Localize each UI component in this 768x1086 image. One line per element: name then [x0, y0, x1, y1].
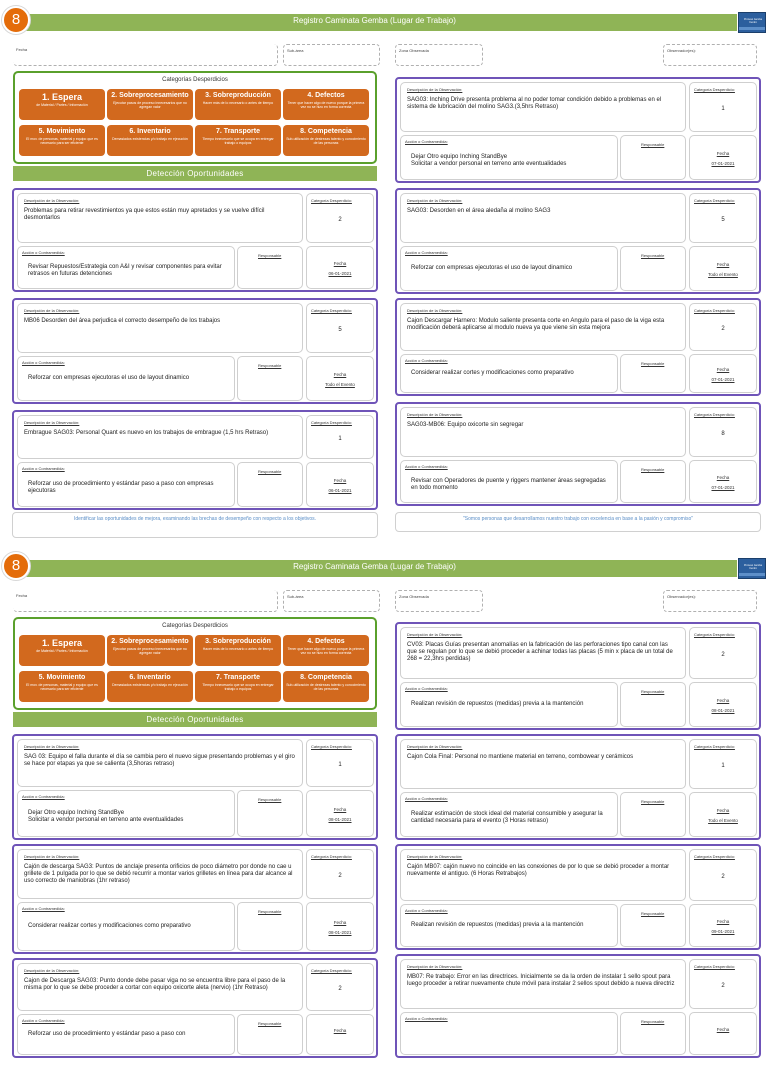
observation-text: MB07: Re trabajo: Error en las directrices. Inicialmente se da la orden de instalar 1 sello spout para luego proceder a retirar nuevamente chute móvil para instalar 2 sellos spout debido a nueva directriz — [407, 974, 675, 987]
observation-box — [400, 849, 686, 901]
gemba-sheet — [0, 0, 768, 540]
category-label: Categoría Desperdicio: — [694, 308, 735, 313]
observation-label: Descripción de la Observación: — [24, 744, 80, 749]
waste-category-box — [195, 635, 281, 666]
action-box — [17, 1014, 235, 1055]
category-box — [689, 193, 757, 243]
date-box — [689, 354, 757, 393]
action-box — [400, 354, 618, 393]
company-logo — [738, 558, 766, 579]
action-text: Reforzar con empresas ejecutoras el uso de layout dinamico — [411, 265, 573, 271]
observation-text: SAG 03: Equipo el falla durante el día se cambia pero el nuevo sigue presentando problemas y el giro se hace por etapas ya que se calienta (3,5horas retraso) — [24, 754, 295, 767]
header-bar — [12, 14, 737, 31]
category-name: 6. Inventario — [129, 674, 171, 681]
action-text: Realizan revisión de repuestos (medidas) previa a la mantención — [411, 701, 584, 707]
action-label: Acción o Contramedida: — [22, 466, 65, 471]
category-description: Ejecutar pasos de proceso innecesarios que no agregan valor — [113, 647, 187, 655]
action-label: Acción o Contramedida: — [22, 794, 65, 799]
waste-category-box — [19, 671, 105, 702]
category-value: 5 — [338, 327, 342, 333]
responsible-label: Responsable — [258, 797, 282, 802]
waste-categories-panel — [13, 71, 377, 164]
category-box — [306, 193, 374, 243]
observation-card — [395, 77, 761, 183]
action-text: Revisar con Operadores de puente y riggers mantener áreas segregadas en todo momento — [411, 478, 606, 491]
category-value: 2 — [721, 326, 725, 332]
observation-label: Descripción de la Observación: — [407, 632, 463, 637]
zone-field-label: Zona Observada — [399, 48, 429, 53]
waste-category-box — [195, 125, 281, 156]
category-description: Sub-utilización de destrezas talento y conocimiento de las personas — [286, 137, 366, 145]
action-label: Acción o Contramedida: — [22, 360, 65, 365]
subarea-field[interactable] — [283, 590, 380, 612]
category-description: El mov. de personas, material y equipo que es necesario para ser eficiente — [26, 137, 98, 145]
observation-text: Cajón de descarga SAG3: Puntos de anclaje presenta orificios de poco diámetro por donde no cae u grillete de 1 pulgada por lo que se debió recurrir a montar varios grilletes en línea para dar alcance al uso correcto de maniobras (1hr retraso) — [24, 864, 293, 884]
categories-title: Categorías Desperdicios — [162, 623, 228, 629]
category-description: Hacer más de lo necesario o antes de tiempo — [202, 647, 274, 651]
date-label: Fecha — [716, 919, 730, 924]
action-label: Acción o Contramedida: — [22, 906, 65, 911]
sheet-title: Registro Caminata Gemba (Lugar de Trabajo) — [293, 16, 456, 25]
action-text: Considerar realizar cortes y modificaciones como preparativo — [28, 923, 191, 929]
responsible-box — [620, 682, 686, 727]
observation-text: Cajon Cola Final: Personal no mantiene material en terreno, combowear y cerámicos — [407, 754, 634, 760]
observation-text: Cajón MB07: cajón nuevo no coincide en las conexiones de por lo que se debió proceder a montar nuevamente el antiguo. (6 Horas Retrabajos) — [407, 864, 670, 877]
subarea-field[interactable] — [283, 44, 380, 66]
observation-box — [400, 627, 686, 679]
date-label: Fecha — [716, 262, 730, 267]
action-text: Dejar Otro equipo Inching StandBye Solicitar a vendor personal en terreno ante eventualidades — [28, 810, 184, 823]
category-value: 1 — [338, 436, 342, 442]
responsible-box — [620, 135, 686, 180]
date-label: Fecha — [716, 698, 730, 703]
category-box — [306, 303, 374, 353]
category-box — [689, 82, 757, 132]
zone-field-label: Zona Observada — [399, 594, 429, 599]
category-label: Categoría Desperdicio: — [311, 744, 352, 749]
category-name: 2. Sobreprocesamiento — [111, 638, 189, 645]
responsible-box — [237, 246, 303, 289]
action-box — [400, 135, 618, 180]
date-box — [689, 460, 757, 503]
category-box — [306, 849, 374, 899]
category-name: 8. Competencia — [300, 674, 352, 681]
responsible-label: Responsable — [258, 469, 282, 474]
action-box — [17, 790, 235, 837]
date-box — [306, 902, 374, 951]
category-label: Categoría Desperdicio: — [694, 412, 735, 417]
responsible-label: Responsable — [258, 363, 282, 368]
date-label: Fecha — [333, 920, 347, 925]
observation-box — [17, 963, 303, 1011]
category-name: 1. Espera — [41, 92, 83, 102]
action-box — [400, 682, 618, 727]
date-field-label: Fecha — [16, 593, 28, 598]
observation-label: Descripción de la Observación: — [24, 198, 80, 203]
observation-card — [12, 188, 378, 292]
observation-card — [395, 622, 761, 730]
category-label: Categoría Desperdicio: — [694, 854, 735, 859]
observation-box — [17, 193, 303, 243]
category-description: de Material / Partes / Información — [36, 103, 88, 107]
action-text: Reforzar uso de procedimiento y estándar paso a paso con empresas ejecutoras — [28, 481, 214, 494]
category-name: 5. Movimiento — [38, 128, 86, 135]
date-label: Fecha — [333, 807, 347, 812]
date-value: 08-01-2021 — [711, 708, 735, 713]
date-value: Todo el Evento — [325, 382, 355, 387]
observation-card — [12, 958, 378, 1058]
observation-label: Descripción de la Observación: — [407, 412, 463, 417]
observation-label: Descripción de la Observación: — [407, 854, 463, 859]
step-badge: 8 — [2, 552, 30, 580]
responsible-box — [237, 356, 303, 401]
action-label: Acción o Contramedida: — [405, 250, 448, 255]
category-name: 3. Sobreproducción — [205, 638, 271, 645]
observation-box — [17, 849, 303, 899]
date-label: Fecha — [716, 475, 730, 480]
category-value: 1 — [721, 763, 725, 769]
waste-category-box — [283, 125, 369, 156]
action-label: Acción o Contramedida: — [405, 139, 448, 144]
observation-label: Descripción de la Observación: — [407, 964, 463, 969]
responsible-label: Responsable — [258, 253, 282, 258]
category-box — [689, 303, 757, 351]
detection-title-bar: Detección Oportunidades — [13, 166, 377, 181]
date-box — [306, 356, 374, 401]
responsible-box — [237, 1014, 303, 1055]
observation-box — [17, 415, 303, 459]
observation-card — [395, 188, 761, 294]
waste-category-box — [283, 671, 369, 702]
category-box — [689, 407, 757, 457]
action-text: Realizar estimación de stock ideal del material consumible y asegurar la cantidad necesaria para el evento (3 Horas retraso) — [411, 811, 603, 824]
sheet-title: Registro Caminata Gemba (Lugar de Trabajo) — [293, 562, 456, 571]
responsible-box — [620, 1012, 686, 1055]
responsible-label: Responsable — [641, 253, 665, 258]
category-description: Tener que hacer algo de nuevo porque la primera vez no se hizo en forma correcta — [287, 647, 365, 655]
observer-field[interactable] — [663, 590, 757, 612]
observation-label: Descripción de la Observación: — [24, 854, 80, 859]
category-label: Categoría Desperdicio: — [694, 964, 735, 969]
date-box — [306, 246, 374, 289]
date-label: Fecha — [333, 261, 347, 266]
responsible-label: Responsable — [641, 1019, 665, 1024]
observation-label: Descripción de la Observación: — [407, 744, 463, 749]
responsible-label: Responsable — [258, 1021, 282, 1026]
category-box — [306, 415, 374, 459]
category-label: Categoría Desperdicio: — [694, 87, 735, 92]
observation-label: Descripción de la Observación: — [24, 420, 80, 425]
company-logo — [738, 12, 766, 33]
waste-categories-panel — [13, 617, 377, 710]
category-value: 5 — [721, 217, 725, 223]
category-description: Hacer más de lo necesario o antes de tiempo — [202, 101, 274, 105]
category-name: 5. Movimiento — [38, 674, 86, 681]
category-description: Demasiados existencias y/o trabajo en ejecución — [112, 683, 188, 687]
action-box — [17, 902, 235, 951]
category-description: Tener que hacer algo de nuevo porque la primera vez no se hizo en forma correcta — [287, 101, 365, 109]
date-value: Todo el Evento — [708, 818, 738, 823]
responsible-label: Responsable — [641, 799, 665, 804]
date-label: Fecha — [716, 1027, 730, 1032]
category-name: 2. Sobreprocesamiento — [111, 92, 189, 99]
date-box — [689, 135, 757, 180]
category-name: 7. Transporte — [216, 128, 260, 135]
waste-category-box — [107, 635, 193, 666]
waste-category-box — [107, 125, 193, 156]
category-box — [306, 963, 374, 1011]
observation-label: Descripción de la Observación: — [407, 87, 463, 92]
observation-box — [17, 739, 303, 787]
action-box — [400, 246, 618, 291]
observation-label: Descripción de la Observación: — [24, 968, 80, 973]
zone-field[interactable] — [395, 590, 483, 612]
responsible-label: Responsable — [641, 361, 665, 366]
waste-category-box — [19, 125, 105, 156]
action-label: Acción o Contramedida: — [405, 908, 448, 913]
step-badge: 8 — [2, 6, 30, 34]
date-box — [689, 246, 757, 291]
category-label: Categoría Desperdicio: — [694, 632, 735, 637]
action-box — [17, 246, 235, 289]
date-box — [306, 462, 374, 507]
waste-category-box — [107, 89, 193, 120]
date-value: 06-01-2021 — [328, 271, 352, 276]
action-label: Acción o Contramedida: — [405, 686, 448, 691]
responsible-label: Responsable — [641, 467, 665, 472]
zone-field[interactable] — [395, 44, 483, 66]
category-box — [306, 739, 374, 787]
category-description: de Material / Partes / Información — [36, 649, 88, 653]
action-box — [17, 356, 235, 401]
observation-card — [12, 410, 378, 510]
category-label: Categoría Desperdicio: — [694, 198, 735, 203]
date-box — [306, 1014, 374, 1055]
responsible-box — [620, 792, 686, 837]
waste-category-box — [107, 671, 193, 702]
action-text: Reforzar con empresas ejecutoras el uso de layout dinamico — [28, 375, 190, 381]
responsible-label: Responsable — [641, 689, 665, 694]
category-box — [689, 849, 757, 901]
category-label: Categoría Desperdicio: — [311, 854, 352, 859]
observation-card — [395, 402, 761, 506]
action-label: Acción o Contramedida: — [405, 1016, 448, 1021]
date-value: 09-01-2021 — [711, 929, 735, 934]
waste-category-box — [195, 89, 281, 120]
category-value: 2 — [338, 986, 342, 992]
responsible-box — [237, 462, 303, 507]
action-box — [400, 1012, 618, 1055]
detection-title-bar: Detección Oportunidades — [13, 712, 377, 727]
action-box — [400, 792, 618, 837]
date-label: Fecha — [333, 372, 347, 377]
category-description: Tiempo innecesario que se ocupa en entregar trabajo o equipos — [202, 137, 274, 145]
observer-field-label: Observador(es): — [667, 48, 696, 53]
action-label: Acción o Contramedida: — [405, 358, 448, 363]
category-box — [689, 739, 757, 789]
date-field[interactable] — [13, 44, 278, 66]
date-value: 08-01-2021 — [328, 817, 352, 822]
action-text: Dejar Otro equipo Inching StandBye Solicitar a vendor personal en terreno ante eventualidades — [411, 154, 567, 167]
date-label: Fecha — [333, 478, 347, 483]
date-value: 07-01-2021 — [711, 485, 735, 490]
observation-box — [400, 739, 686, 789]
date-label: Fecha — [716, 808, 730, 813]
observation-text: Problemas para retirar revestimientos ya que estos están muy apretados y se vuelve difícil desmontarlos — [24, 208, 265, 221]
action-text: Realizan revisión de repuestos (medidas) previa a la mantención — [411, 922, 584, 928]
category-value: 8 — [721, 431, 725, 437]
action-box — [400, 460, 618, 503]
action-text: Reforzar uso de procedimiento y estándar paso a paso con — [28, 1031, 186, 1037]
responsible-label: Responsable — [641, 142, 665, 147]
category-name: 1. Espera — [41, 638, 83, 648]
responsible-box — [620, 460, 686, 503]
observation-box — [400, 82, 686, 132]
observation-box — [400, 959, 686, 1009]
observation-card — [12, 844, 378, 954]
date-label: Fecha — [716, 367, 730, 372]
date-field-label: Fecha — [16, 47, 28, 52]
observation-card — [395, 734, 761, 840]
date-box — [689, 792, 757, 837]
footer-right-quote: "Somos personas que desarrollamos nuestro trabajo con excelencia en base a la pasión y compromiso" — [395, 512, 761, 532]
action-label: Acción o Contramedida: — [22, 250, 65, 255]
header-bar — [12, 560, 737, 577]
category-value: 2 — [721, 874, 725, 880]
observation-label: Descripción de la Observación: — [407, 308, 463, 313]
action-label: Acción o Contramedida: — [22, 1018, 65, 1023]
responsible-label: Responsable — [641, 911, 665, 916]
category-name: 7. Transporte — [216, 674, 260, 681]
waste-category-box — [283, 635, 369, 666]
observation-box — [400, 407, 686, 457]
action-text: Considerar realizar cortes y modificaciones como preparativo — [411, 370, 574, 376]
observation-box — [17, 303, 303, 353]
waste-category-box — [19, 89, 105, 120]
waste-category-box — [195, 671, 281, 702]
date-label: Fecha — [716, 151, 730, 156]
category-name: 8. Competencia — [300, 128, 352, 135]
action-label: Acción o Contramedida: — [405, 464, 448, 469]
observer-field-label: Observador(es): — [667, 594, 696, 599]
date-value: 06-01-2021 — [328, 488, 352, 493]
date-box — [689, 1012, 757, 1055]
observation-label: Descripción de la Observación: — [407, 198, 463, 203]
category-description: Ejecutar pasos de proceso innecesarios que no agregan valor — [113, 101, 187, 109]
responsible-label: Responsable — [258, 909, 282, 914]
date-box — [306, 790, 374, 837]
date-box — [689, 904, 757, 947]
observation-card — [395, 954, 761, 1058]
category-value: 1 — [338, 762, 342, 768]
logo-text: Proceso Gemba Centro — [743, 564, 763, 570]
category-name: 6. Inventario — [129, 128, 171, 135]
subarea-field-label: Sub-área — [287, 48, 304, 53]
waste-category-box — [19, 635, 105, 666]
category-name: 4. Defectos — [307, 92, 345, 99]
category-label: Categoría Desperdicio: — [694, 744, 735, 749]
category-value: 2 — [721, 983, 725, 989]
category-description: Sub-utilización de destrezas talento y conocimiento de las personas — [286, 683, 366, 691]
category-value: 2 — [338, 217, 342, 223]
observation-card — [12, 734, 378, 840]
observation-text: Cajon Descargar Harnero: Modulo saliente presenta corte en Angulo para el paso de la viga esta modificación deberá aplicarse al modulo nueva ya que viene sin esta mejora — [407, 318, 665, 331]
responsible-box — [620, 246, 686, 291]
observation-card — [395, 298, 761, 396]
category-box — [689, 627, 757, 679]
categories-title: Categorías Desperdicios — [162, 77, 228, 83]
observation-text: MB06 Desorden del área perjudica el correcto desempeño de los trabajos — [24, 318, 221, 324]
logo-bar — [739, 573, 765, 576]
category-name: 4. Defectos — [307, 638, 345, 645]
category-box — [689, 959, 757, 1009]
observation-text: SAG03: Desorden en el área aledaña al molino SAG3 — [407, 208, 551, 214]
waste-category-box — [283, 89, 369, 120]
action-text: Revisar Repuestos/Estrategia con A&I y revisar componentes para evitar retrasos en futuras detenciones — [28, 264, 222, 277]
observation-label: Descripción de la Observación: — [24, 308, 80, 313]
date-label: Fecha — [333, 1028, 347, 1033]
category-value: 2 — [721, 652, 725, 658]
category-value: 1 — [721, 106, 725, 112]
date-field[interactable] — [13, 590, 278, 612]
logo-bar — [739, 27, 765, 30]
action-label: Acción o Contramedida: — [405, 796, 448, 801]
observation-card — [12, 298, 378, 404]
category-label: Categoría Desperdicio: — [311, 420, 352, 425]
category-description: Tiempo innecesario que se ocupa en entregar trabajo o equipos — [202, 683, 274, 691]
observation-box — [400, 193, 686, 243]
category-value: 2 — [338, 873, 342, 879]
date-value: 07-01-2021 — [711, 161, 735, 166]
category-label: Categoría Desperdicio: — [311, 198, 352, 203]
category-label: Categoría Desperdicio: — [311, 968, 352, 973]
date-value: Todo el Evento — [708, 272, 738, 277]
observation-text: SAG03-MB06: Equipo oxicorte sin segregar — [407, 422, 524, 428]
observation-text: CV03: Placas Guías presentan anomalías en la fabricación de las perforaciones tipo canal con las que se regulan por lo que se debió proceder a achinar todas las placas (5 min x placa de un total de 268 = 22,3hrs perdidas) — [407, 642, 673, 662]
category-description: El mov. de personas, material y equipo que es necesario para ser eficiente — [26, 683, 98, 691]
observer-field[interactable] — [663, 44, 757, 66]
action-box — [400, 904, 618, 947]
date-value: 08-01-2021 — [328, 930, 352, 935]
responsible-box — [620, 354, 686, 393]
observation-card — [395, 844, 761, 950]
responsible-box — [237, 902, 303, 951]
observation-box — [400, 303, 686, 351]
date-value: 07-01-2021 — [711, 377, 735, 382]
observation-text: SAG03: Inching Drive presenta problema al no poder tomar condición debido a problemas en el sistema de lubricación del molino SAG3.(3,5hrs Retraso) — [407, 97, 662, 110]
footer-left-note: Identificar las oportunidades de mejora, examinando las brechas de desempeño con respecto a los objetivos. — [12, 512, 378, 538]
action-box — [17, 462, 235, 507]
category-description: Demasiados existencias y/o trabajo en ejecución — [112, 137, 188, 141]
date-box — [689, 682, 757, 727]
category-label: Categoría Desperdicio: — [311, 308, 352, 313]
responsible-box — [620, 904, 686, 947]
observation-text: Cajon de Descarga SAG03: Punto donde debe pasar viga no se encuentra libre para el paso de la misma por lo que se debe proceder a cortar con equipo oxicorte aleta (nervio) (1hr Retraso) — [24, 978, 286, 991]
subarea-field-label: Sub-área — [287, 594, 304, 599]
responsible-box — [237, 790, 303, 837]
logo-text: Proceso Gemba Centro — [743, 18, 763, 24]
category-name: 3. Sobreproducción — [205, 92, 271, 99]
observation-text: Embrague SAG03: Personal Quant es nuevo en los trabajos de embrague (1,5 hrs Retraso) — [24, 430, 269, 436]
gemba-sheet — [0, 546, 768, 1086]
